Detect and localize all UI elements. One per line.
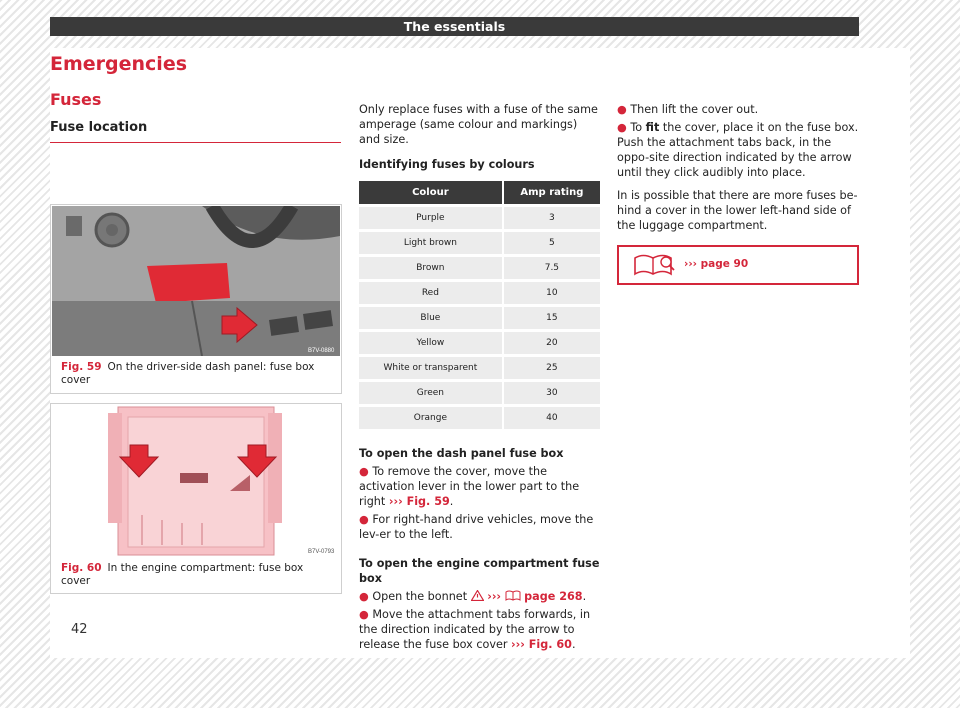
engine-heading: To open the engine compartment fuse box <box>359 557 600 585</box>
table-cell: 15 <box>504 307 600 329</box>
table-cell: Orange <box>359 407 504 429</box>
bullet-icon: ● <box>359 513 369 526</box>
figure-code: B7V-0880 <box>308 348 335 354</box>
figure-label: Fig. 60 <box>61 562 102 574</box>
bullet-item <box>617 102 859 117</box>
figure-caption-text: On the driver-side dash panel: fuse box cover <box>61 361 315 386</box>
table-row <box>359 382 600 404</box>
table-row <box>359 232 600 254</box>
page-268-link[interactable]: page 268 <box>524 590 583 603</box>
page-number: 42 <box>71 622 88 637</box>
table-cell: Light brown <box>359 232 504 254</box>
figure-label: Fig. 59 <box>61 361 102 373</box>
luggage-paragraph: In is possible that there are more fuses be-hind a cover in the lower left-hand side of the luggage compartment. <box>617 189 858 232</box>
bullet-icon: ● <box>617 121 627 134</box>
bullet-text: Then lift the cover out. <box>630 103 759 116</box>
table-cell: 10 <box>504 282 600 304</box>
table-cell: Green <box>359 382 504 404</box>
period: . <box>571 638 576 651</box>
column-header: Colour <box>359 181 504 204</box>
bullet-item <box>359 589 600 604</box>
fig60-link[interactable]: ››› Fig. 60 <box>511 638 572 651</box>
figure-caption <box>51 558 341 588</box>
right-column <box>617 102 859 285</box>
bullet-text: To remove the cover, move the activation lever in the lower part to the right <box>359 465 580 508</box>
figure-caption <box>51 357 341 387</box>
figure-59 <box>50 204 342 394</box>
table-cell: 30 <box>504 382 600 404</box>
left-column <box>50 52 341 143</box>
figure-caption-text: In the engine compartment: fuse box cover <box>61 562 304 587</box>
bullet-item <box>359 607 600 652</box>
page-90-link[interactable]: ››› page 90 <box>684 258 749 270</box>
table-row <box>359 407 600 429</box>
table-row <box>359 307 600 329</box>
bullet-text: To <box>630 121 646 134</box>
table-row <box>359 332 600 354</box>
bullet-icon: ● <box>359 590 369 603</box>
period: . <box>582 590 587 603</box>
dash-heading: To open the dash panel fuse box <box>359 447 564 460</box>
table-cell: Blue <box>359 307 504 329</box>
table-cell: Purple <box>359 207 504 229</box>
table-cell: 20 <box>504 332 600 354</box>
table-cell: 5 <box>504 232 600 254</box>
warning-icon <box>471 590 484 601</box>
table-cell: Brown <box>359 257 504 279</box>
middle-column <box>359 102 600 652</box>
table-heading: Identifying fuses by colours <box>359 158 535 171</box>
bullet-text: Open the bonnet <box>372 590 471 603</box>
bold-word: fit <box>645 121 660 134</box>
table-cell: 7.5 <box>504 257 600 279</box>
table-row <box>359 207 600 229</box>
table-row <box>359 257 600 279</box>
table-cell: 3 <box>504 207 600 229</box>
table-cell: 25 <box>504 357 600 379</box>
column-header: Amp rating <box>504 181 600 204</box>
engine-fuse-box-image <box>52 405 340 557</box>
bullet-item <box>359 512 600 542</box>
bullet-icon: ● <box>359 465 369 478</box>
figure-60 <box>50 403 342 594</box>
book-icon <box>633 252 675 278</box>
bullet-item <box>359 464 600 509</box>
period: . <box>449 495 454 508</box>
bullet-item <box>617 120 859 180</box>
fig59-link[interactable]: ››› Fig. 59 <box>388 495 450 508</box>
table-cell: White or transparent <box>359 357 504 379</box>
bullet-icon: ● <box>359 608 369 621</box>
dash-panel-image <box>52 206 340 356</box>
bullet-icon: ● <box>617 103 627 116</box>
sub-sub-title: Fuse location <box>50 119 341 143</box>
table-cell: Yellow <box>359 332 504 354</box>
figure-code: B7V-0793 <box>308 549 335 555</box>
bullet-text: Move the attachment tabs forwards, in the direction indicated by the arrow to release the fuse box cover <box>359 608 591 651</box>
fuse-colour-table <box>359 178 600 432</box>
section-title: Emergencies <box>50 53 188 75</box>
table-cell: Red <box>359 282 504 304</box>
table-header-row <box>359 181 600 204</box>
table-row <box>359 282 600 304</box>
intro-paragraph: Only replace fuses with a fuse of the same amperage (same colour and markings) and size. <box>359 103 598 146</box>
page-header: The essentials <box>50 17 859 36</box>
bullet-text: For right-hand drive vehicles, move the lev-er to the left. <box>359 513 594 541</box>
book-icon <box>505 590 521 601</box>
bullet-text: the cover, place it on the fuse box. Push the attachment tabs back, in the oppo-site direction indicated by the arrow until they click audibly into place. <box>617 121 859 179</box>
arrow-glyph: ››› <box>487 590 502 603</box>
sub-title: Fuses <box>50 90 102 109</box>
table-row <box>359 357 600 379</box>
table-cell: 40 <box>504 407 600 429</box>
note-box <box>617 245 859 285</box>
